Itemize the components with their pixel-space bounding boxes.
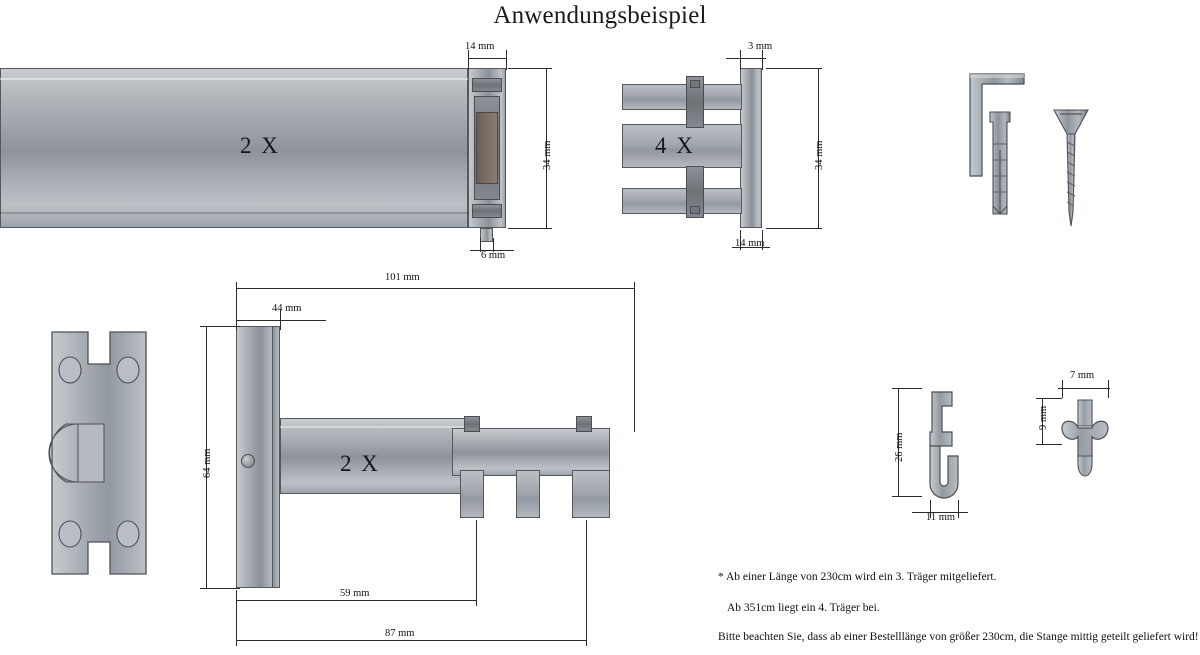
page-title: Anwendungsbeispiel (493, 2, 707, 29)
dim-ext-14a (468, 50, 469, 70)
bracket-plate-edge (272, 326, 280, 588)
dim-line-59mm (236, 600, 476, 601)
dim-ext-14b (506, 50, 507, 70)
dim-label-34mm-2: 34 mm (814, 140, 825, 170)
note-line-1: * Ab einer Länge von 230cm wird ein 3. Träger mitgeliefert. (718, 571, 997, 583)
dim-label-14mm-2: 14 mm (735, 238, 765, 249)
dim-label-14mm: 14 mm (465, 41, 495, 52)
bracket-saddle (452, 428, 610, 476)
bracket-quantity: 2 X (340, 451, 380, 476)
glider-pin-bottom (690, 206, 700, 214)
dim-label-11mm: 11 mm (926, 512, 956, 523)
dim-label-9mm: 9 mm (1038, 405, 1049, 430)
bracket-screw-left (464, 416, 480, 432)
rail-channel-slot (476, 112, 498, 184)
glider-upper-arm (622, 84, 742, 110)
dim-label-101mm: 101 mm (385, 272, 420, 283)
dim-label-7mm: 7 mm (1070, 370, 1095, 381)
bracket-seat-mid (516, 470, 540, 518)
dim-line-101mm (236, 288, 634, 289)
rail-top-lip (472, 78, 502, 92)
dim-ext-9b (1036, 444, 1062, 445)
wall-plug-icon (980, 110, 1020, 220)
dim-ext-34a (508, 68, 552, 69)
dim-label-26mm: 26 mm (894, 432, 905, 462)
dim-line-87mm (236, 640, 586, 641)
bracket-arm-highlight (280, 426, 470, 428)
note-line-2: Ab 351cm liegt ein 4. Träger bei. (727, 602, 880, 614)
dim-label-34mm: 34 mm (542, 140, 553, 170)
dim-ext-26b (892, 496, 922, 497)
bracket-seat-left (460, 470, 484, 518)
dim-ext-3b (762, 50, 763, 70)
wall-mounting-plate (44, 328, 154, 578)
rail-quantity: 2 X (240, 133, 280, 158)
rail-bottom-lip (472, 204, 502, 218)
dim-ext-34d (766, 228, 822, 229)
dim-ext-59a (236, 590, 237, 606)
rail-shadow (0, 212, 468, 214)
bracket-seat-right (572, 470, 610, 518)
bracket-fixing-screw (241, 454, 255, 468)
dim-ext-101b (634, 282, 635, 432)
dim-line-7mm (1058, 388, 1110, 389)
dim-ext-34b (508, 228, 552, 229)
dim-ext-59b (476, 520, 477, 606)
dim-ext-44a (236, 310, 237, 330)
dim-ext-26a (892, 388, 922, 389)
glider-quantity: 4 X (655, 133, 695, 158)
dim-line-3mm (726, 58, 766, 59)
glider-pin-top (690, 80, 700, 88)
dim-label-64mm: 64 mm (202, 448, 213, 478)
dim-ext-3a (740, 50, 741, 70)
dim-ext-7b (1108, 380, 1109, 398)
dim-label-87mm: 87 mm (385, 628, 415, 639)
dim-label-3mm: 3 mm (748, 41, 773, 52)
dim-line-14mm (468, 58, 506, 59)
dim-ext-11b (958, 500, 959, 518)
dim-ext-87b (586, 520, 587, 646)
dim-label-6mm: 6 mm (481, 250, 506, 261)
curtain-hook-icon (918, 388, 970, 514)
dim-label-44mm: 44 mm (272, 303, 302, 314)
bracket-screw-right (576, 416, 592, 432)
dim-ext-34c (766, 68, 822, 69)
glider-runner-icon (1056, 398, 1114, 506)
glider-lower-arm (622, 188, 742, 214)
curtain-rail-profile (0, 68, 468, 228)
dim-ext-87a (236, 606, 237, 646)
rail-bottom-slot (480, 228, 493, 242)
dim-label-59mm: 59 mm (340, 588, 370, 599)
dim-ext-64a (200, 326, 240, 327)
dim-ext-64b (200, 588, 240, 589)
dim-ext-7a (1062, 380, 1063, 398)
rail-highlight (0, 78, 468, 80)
note-line-3: Bitte beachten Sie, dass ab einer Bestelllänge von größer 230cm, die Stange mittig geteilt geliefert wird! (718, 631, 1199, 643)
dim-ext-9a (1036, 398, 1062, 399)
dim-line-44mm (236, 320, 326, 321)
screw-icon (1048, 108, 1094, 230)
glider-back-plate (740, 68, 762, 228)
